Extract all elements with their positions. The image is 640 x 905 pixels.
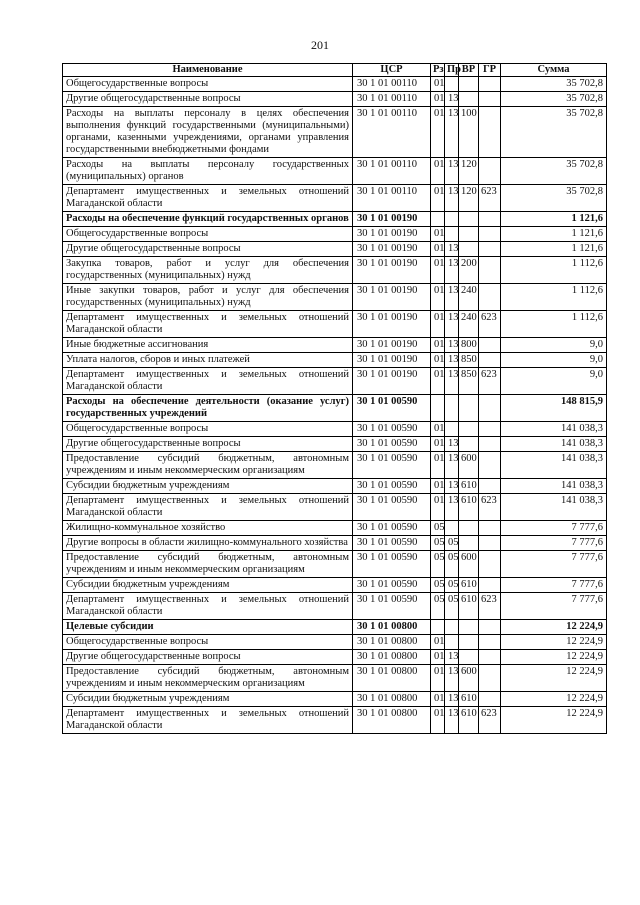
- table-row: [63, 494, 607, 521]
- cell-csr: 30 1 01 00590: [353, 578, 431, 593]
- cell-name: Закупка товаров, работ и услуг для обеспечения государственных (муниципальных) нужд: [63, 257, 353, 284]
- cell-pr: 13: [445, 650, 459, 665]
- cell-csr: 30 1 01 00590: [353, 521, 431, 536]
- cell-rz: 01: [431, 650, 445, 665]
- cell-rz: 01: [431, 353, 445, 368]
- table-row: [63, 92, 607, 107]
- cell-vr: 610: [459, 593, 479, 620]
- cell-gr: 623: [479, 707, 501, 734]
- table-row: [63, 578, 607, 593]
- cell-pr: 13: [445, 452, 459, 479]
- cell-sum: 9,0: [501, 368, 607, 395]
- cell-sum: 35 702,8: [501, 185, 607, 212]
- cell-gr: [479, 536, 501, 551]
- cell-csr: 30 1 01 00190: [353, 338, 431, 353]
- cell-pr: 05: [445, 551, 459, 578]
- cell-sum: 1 112,6: [501, 284, 607, 311]
- cell-pr: [445, 521, 459, 536]
- cell-gr: 623: [479, 593, 501, 620]
- cell-csr: 30 1 01 00190: [353, 368, 431, 395]
- cell-name: Целевые субсидии: [63, 620, 353, 635]
- cell-vr: 120: [459, 185, 479, 212]
- cell-sum: 9,0: [501, 338, 607, 353]
- cell-gr: [479, 635, 501, 650]
- cell-name: Общегосударственные вопросы: [63, 227, 353, 242]
- table-row: [63, 452, 607, 479]
- cell-rz: 01: [431, 185, 445, 212]
- cell-vr: 600: [459, 551, 479, 578]
- cell-gr: [479, 338, 501, 353]
- table-row: [63, 650, 607, 665]
- cell-pr: 13: [445, 353, 459, 368]
- cell-name: Иные бюджетные ассигнования: [63, 338, 353, 353]
- cell-pr: 13: [445, 284, 459, 311]
- cell-name: Департамент имущественных и земельных отношений Магаданской области: [63, 707, 353, 734]
- table-row: [63, 707, 607, 734]
- cell-gr: [479, 551, 501, 578]
- cell-name: Расходы на обеспечение деятельности (оказание услуг) государственных учреждений: [63, 395, 353, 422]
- cell-sum: 35 702,8: [501, 77, 607, 92]
- cell-vr: 120: [459, 158, 479, 185]
- cell-rz: [431, 395, 445, 422]
- table-row: [63, 107, 607, 158]
- cell-sum: 7 777,6: [501, 536, 607, 551]
- cell-name: Субсидии бюджетным учреждениям: [63, 578, 353, 593]
- cell-csr: 30 1 01 00590: [353, 437, 431, 452]
- cell-csr: 30 1 01 00190: [353, 284, 431, 311]
- cell-sum: 1 121,6: [501, 227, 607, 242]
- table-row: [63, 311, 607, 338]
- cell-gr: [479, 395, 501, 422]
- cell-sum: 12 224,9: [501, 635, 607, 650]
- cell-pr: 05: [445, 578, 459, 593]
- cell-sum: 148 815,9: [501, 395, 607, 422]
- cell-sum: 141 038,3: [501, 479, 607, 494]
- cell-rz: 01: [431, 338, 445, 353]
- cell-sum: 1 121,6: [501, 212, 607, 227]
- cell-rz: 05: [431, 551, 445, 578]
- header-vr: ВР: [459, 64, 479, 77]
- cell-gr: [479, 77, 501, 92]
- table-row: [63, 665, 607, 692]
- cell-pr: 13: [445, 92, 459, 107]
- cell-name: Общегосударственные вопросы: [63, 635, 353, 650]
- cell-gr: [479, 479, 501, 494]
- cell-csr: 30 1 01 00800: [353, 665, 431, 692]
- cell-sum: 12 224,9: [501, 650, 607, 665]
- cell-name: Департамент имущественных и земельных отношений Магаданской области: [63, 368, 353, 395]
- cell-sum: 1 121,6: [501, 242, 607, 257]
- table-row: [63, 257, 607, 284]
- cell-rz: 01: [431, 665, 445, 692]
- cell-name: Департамент имущественных и земельных отношений Магаданской области: [63, 593, 353, 620]
- cell-pr: [445, 77, 459, 92]
- cell-csr: 30 1 01 00110: [353, 158, 431, 185]
- cell-rz: 01: [431, 635, 445, 650]
- cell-sum: 9,0: [501, 353, 607, 368]
- table-row: [63, 437, 607, 452]
- cell-vr: [459, 620, 479, 635]
- cell-name: Другие общегосударственные вопросы: [63, 650, 353, 665]
- cell-csr: 30 1 01 00590: [353, 494, 431, 521]
- table-row: [63, 212, 607, 227]
- cell-vr: [459, 212, 479, 227]
- cell-name: Иные закупки товаров, работ и услуг для обеспечения государственных (муниципальных) нужд: [63, 284, 353, 311]
- cell-name: Департамент имущественных и земельных отношений Магаданской области: [63, 494, 353, 521]
- cell-sum: 7 777,6: [501, 551, 607, 578]
- cell-vr: [459, 650, 479, 665]
- cell-rz: 01: [431, 452, 445, 479]
- cell-gr: 623: [479, 368, 501, 395]
- cell-pr: 13: [445, 692, 459, 707]
- page-number: 201: [311, 38, 329, 52]
- table-row: [63, 353, 607, 368]
- cell-pr: [445, 422, 459, 437]
- cell-vr: 610: [459, 692, 479, 707]
- cell-rz: 01: [431, 311, 445, 338]
- cell-sum: 35 702,8: [501, 158, 607, 185]
- cell-rz: 01: [431, 107, 445, 158]
- cell-pr: [445, 620, 459, 635]
- cell-gr: [479, 242, 501, 257]
- cell-rz: [431, 212, 445, 227]
- cell-rz: 01: [431, 707, 445, 734]
- table-row: [63, 692, 607, 707]
- cell-csr: 30 1 01 00800: [353, 635, 431, 650]
- cell-vr: 800: [459, 338, 479, 353]
- cell-name: Департамент имущественных и земельных отношений Магаданской области: [63, 311, 353, 338]
- cell-rz: 05: [431, 521, 445, 536]
- cell-gr: [479, 521, 501, 536]
- cell-name: Предоставление субсидий бюджетным, автономным учреждениям и иным некоммерческим организациям: [63, 551, 353, 578]
- budget-table: [62, 63, 607, 734]
- cell-rz: 01: [431, 158, 445, 185]
- cell-gr: [479, 650, 501, 665]
- cell-csr: 30 1 01 00190: [353, 353, 431, 368]
- cell-csr: 30 1 01 00800: [353, 620, 431, 635]
- cell-pr: 13: [445, 479, 459, 494]
- cell-name: Субсидии бюджетным учреждениям: [63, 692, 353, 707]
- cell-gr: [479, 578, 501, 593]
- header-sum: Сумма: [501, 64, 607, 77]
- cell-name: Расходы на выплаты персоналу государственных (муниципальных) органов: [63, 158, 353, 185]
- cell-rz: 01: [431, 479, 445, 494]
- cell-gr: [479, 257, 501, 284]
- cell-rz: 01: [431, 368, 445, 395]
- cell-csr: 30 1 01 00110: [353, 185, 431, 212]
- cell-name: Другие вопросы в области жилищно-коммунального хозяйства: [63, 536, 353, 551]
- cell-vr: 610: [459, 479, 479, 494]
- cell-sum: 141 038,3: [501, 494, 607, 521]
- cell-vr: [459, 77, 479, 92]
- cell-pr: [445, 227, 459, 242]
- cell-vr: [459, 422, 479, 437]
- cell-vr: [459, 395, 479, 422]
- header-name: Наименование: [63, 64, 353, 77]
- cell-sum: 35 702,8: [501, 92, 607, 107]
- cell-csr: 30 1 01 00800: [353, 692, 431, 707]
- cell-sum: 12 224,9: [501, 620, 607, 635]
- cell-gr: [479, 92, 501, 107]
- table-row: [63, 422, 607, 437]
- cell-name: Другие общегосударственные вопросы: [63, 242, 353, 257]
- cell-gr: 623: [479, 185, 501, 212]
- cell-csr: 30 1 01 00590: [353, 452, 431, 479]
- cell-name: Предоставление субсидий бюджетным, автономным учреждениям и иным некоммерческим организациям: [63, 665, 353, 692]
- cell-rz: 01: [431, 227, 445, 242]
- table-row: [63, 635, 607, 650]
- cell-name: Расходы на выплаты персоналу в целях обеспечения выполнения функций государственными (муниципальными) органами, казенными учреждениями, органами управления государственными внебюджетными фондами: [63, 107, 353, 158]
- cell-csr: 30 1 01 00190: [353, 257, 431, 284]
- cell-sum: 12 224,9: [501, 665, 607, 692]
- cell-name: Общегосударственные вопросы: [63, 422, 353, 437]
- cell-sum: 12 224,9: [501, 692, 607, 707]
- cell-vr: 610: [459, 707, 479, 734]
- cell-csr: 30 1 01 00590: [353, 479, 431, 494]
- cell-gr: [479, 284, 501, 311]
- cell-pr: 13: [445, 311, 459, 338]
- cell-rz: 01: [431, 257, 445, 284]
- header-rz: Рз: [431, 64, 445, 77]
- cell-name: Общегосударственные вопросы: [63, 77, 353, 92]
- cell-csr: 30 1 01 00590: [353, 536, 431, 551]
- cell-vr: 610: [459, 578, 479, 593]
- cell-sum: 141 038,3: [501, 437, 607, 452]
- cell-rz: 05: [431, 578, 445, 593]
- cell-rz: 01: [431, 437, 445, 452]
- header-csr: ЦСР: [353, 64, 431, 77]
- cell-gr: [479, 212, 501, 227]
- table-row: [63, 227, 607, 242]
- cell-vr: [459, 227, 479, 242]
- header-pr: Пр: [445, 64, 459, 77]
- cell-name: Уплата налогов, сборов и иных платежей: [63, 353, 353, 368]
- cell-rz: [431, 620, 445, 635]
- cell-vr: 850: [459, 353, 479, 368]
- cell-sum: 1 112,6: [501, 257, 607, 284]
- cell-vr: 240: [459, 311, 479, 338]
- cell-rz: 01: [431, 284, 445, 311]
- cell-pr: 13: [445, 185, 459, 212]
- cell-vr: 600: [459, 452, 479, 479]
- cell-pr: [445, 212, 459, 227]
- cell-name: Другие общегосударственные вопросы: [63, 92, 353, 107]
- cell-gr: 623: [479, 494, 501, 521]
- cell-name: Другие общегосударственные вопросы: [63, 437, 353, 452]
- cell-gr: [479, 665, 501, 692]
- cell-rz: 01: [431, 92, 445, 107]
- cell-name: Расходы на обеспечение функций государственных органов: [63, 212, 353, 227]
- cell-pr: 13: [445, 368, 459, 395]
- cell-vr: [459, 521, 479, 536]
- cell-gr: [479, 437, 501, 452]
- cell-vr: [459, 536, 479, 551]
- table-row: [63, 158, 607, 185]
- cell-name: Субсидии бюджетным учреждениям: [63, 479, 353, 494]
- cell-pr: 13: [445, 437, 459, 452]
- cell-gr: [479, 620, 501, 635]
- cell-rz: 05: [431, 536, 445, 551]
- table-body: [63, 77, 607, 734]
- cell-rz: 01: [431, 692, 445, 707]
- cell-pr: 13: [445, 242, 459, 257]
- cell-name: Предоставление субсидий бюджетным, автономным учреждениям и иным некоммерческим организациям: [63, 452, 353, 479]
- cell-csr: 30 1 01 00800: [353, 707, 431, 734]
- cell-sum: 141 038,3: [501, 452, 607, 479]
- cell-rz: 01: [431, 77, 445, 92]
- cell-pr: [445, 395, 459, 422]
- cell-sum: 12 224,9: [501, 707, 607, 734]
- cell-pr: 05: [445, 536, 459, 551]
- cell-pr: 05: [445, 593, 459, 620]
- table-row: [63, 521, 607, 536]
- cell-vr: [459, 92, 479, 107]
- cell-csr: 30 1 01 00110: [353, 77, 431, 92]
- table-row: [63, 536, 607, 551]
- table-row: [63, 620, 607, 635]
- cell-gr: [479, 422, 501, 437]
- cell-csr: 30 1 01 00590: [353, 551, 431, 578]
- cell-rz: 05: [431, 593, 445, 620]
- table-row: [63, 593, 607, 620]
- table-row: [63, 368, 607, 395]
- cell-csr: 30 1 01 00590: [353, 593, 431, 620]
- cell-pr: 13: [445, 107, 459, 158]
- table-row: [63, 551, 607, 578]
- cell-sum: 7 777,6: [501, 521, 607, 536]
- cell-gr: [479, 107, 501, 158]
- cell-csr: 30 1 01 00190: [353, 227, 431, 242]
- cell-pr: 13: [445, 338, 459, 353]
- cell-name: Департамент имущественных и земельных отношений Магаданской области: [63, 185, 353, 212]
- table-row: [63, 395, 607, 422]
- header-gr: ГР: [479, 64, 501, 77]
- cell-vr: 100: [459, 107, 479, 158]
- cell-gr: [479, 692, 501, 707]
- cell-rz: 01: [431, 242, 445, 257]
- cell-sum: 1 112,6: [501, 311, 607, 338]
- cell-rz: 01: [431, 422, 445, 437]
- cell-csr: 30 1 01 00800: [353, 650, 431, 665]
- cell-name: Жилищно-коммунальное хозяйство: [63, 521, 353, 536]
- table-row: [63, 185, 607, 212]
- cell-csr: 30 1 01 00190: [353, 212, 431, 227]
- cell-pr: 13: [445, 257, 459, 284]
- cell-csr: 30 1 01 00590: [353, 395, 431, 422]
- cell-pr: 13: [445, 494, 459, 521]
- cell-vr: [459, 242, 479, 257]
- table-row: [63, 242, 607, 257]
- table-row: [63, 284, 607, 311]
- cell-pr: 13: [445, 707, 459, 734]
- cell-sum: 141 038,3: [501, 422, 607, 437]
- cell-gr: [479, 452, 501, 479]
- cell-csr: 30 1 01 00590: [353, 422, 431, 437]
- cell-gr: 623: [479, 311, 501, 338]
- table-row: [63, 77, 607, 92]
- cell-gr: [479, 227, 501, 242]
- table-header-row: [63, 64, 607, 77]
- cell-sum: 35 702,8: [501, 107, 607, 158]
- cell-vr: 850: [459, 368, 479, 395]
- cell-sum: 7 777,6: [501, 578, 607, 593]
- cell-vr: [459, 635, 479, 650]
- cell-csr: 30 1 01 00110: [353, 92, 431, 107]
- cell-vr: 610: [459, 494, 479, 521]
- cell-vr: 240: [459, 284, 479, 311]
- cell-vr: [459, 437, 479, 452]
- cell-pr: [445, 635, 459, 650]
- cell-sum: 7 777,6: [501, 593, 607, 620]
- cell-csr: 30 1 01 00110: [353, 107, 431, 158]
- cell-csr: 30 1 01 00190: [353, 311, 431, 338]
- cell-rz: 01: [431, 494, 445, 521]
- cell-csr: 30 1 01 00190: [353, 242, 431, 257]
- cell-pr: 13: [445, 665, 459, 692]
- cell-pr: 13: [445, 158, 459, 185]
- table-row: [63, 338, 607, 353]
- cell-vr: 200: [459, 257, 479, 284]
- table-row: [63, 479, 607, 494]
- cell-gr: [479, 353, 501, 368]
- cell-vr: 600: [459, 665, 479, 692]
- cell-gr: [479, 158, 501, 185]
